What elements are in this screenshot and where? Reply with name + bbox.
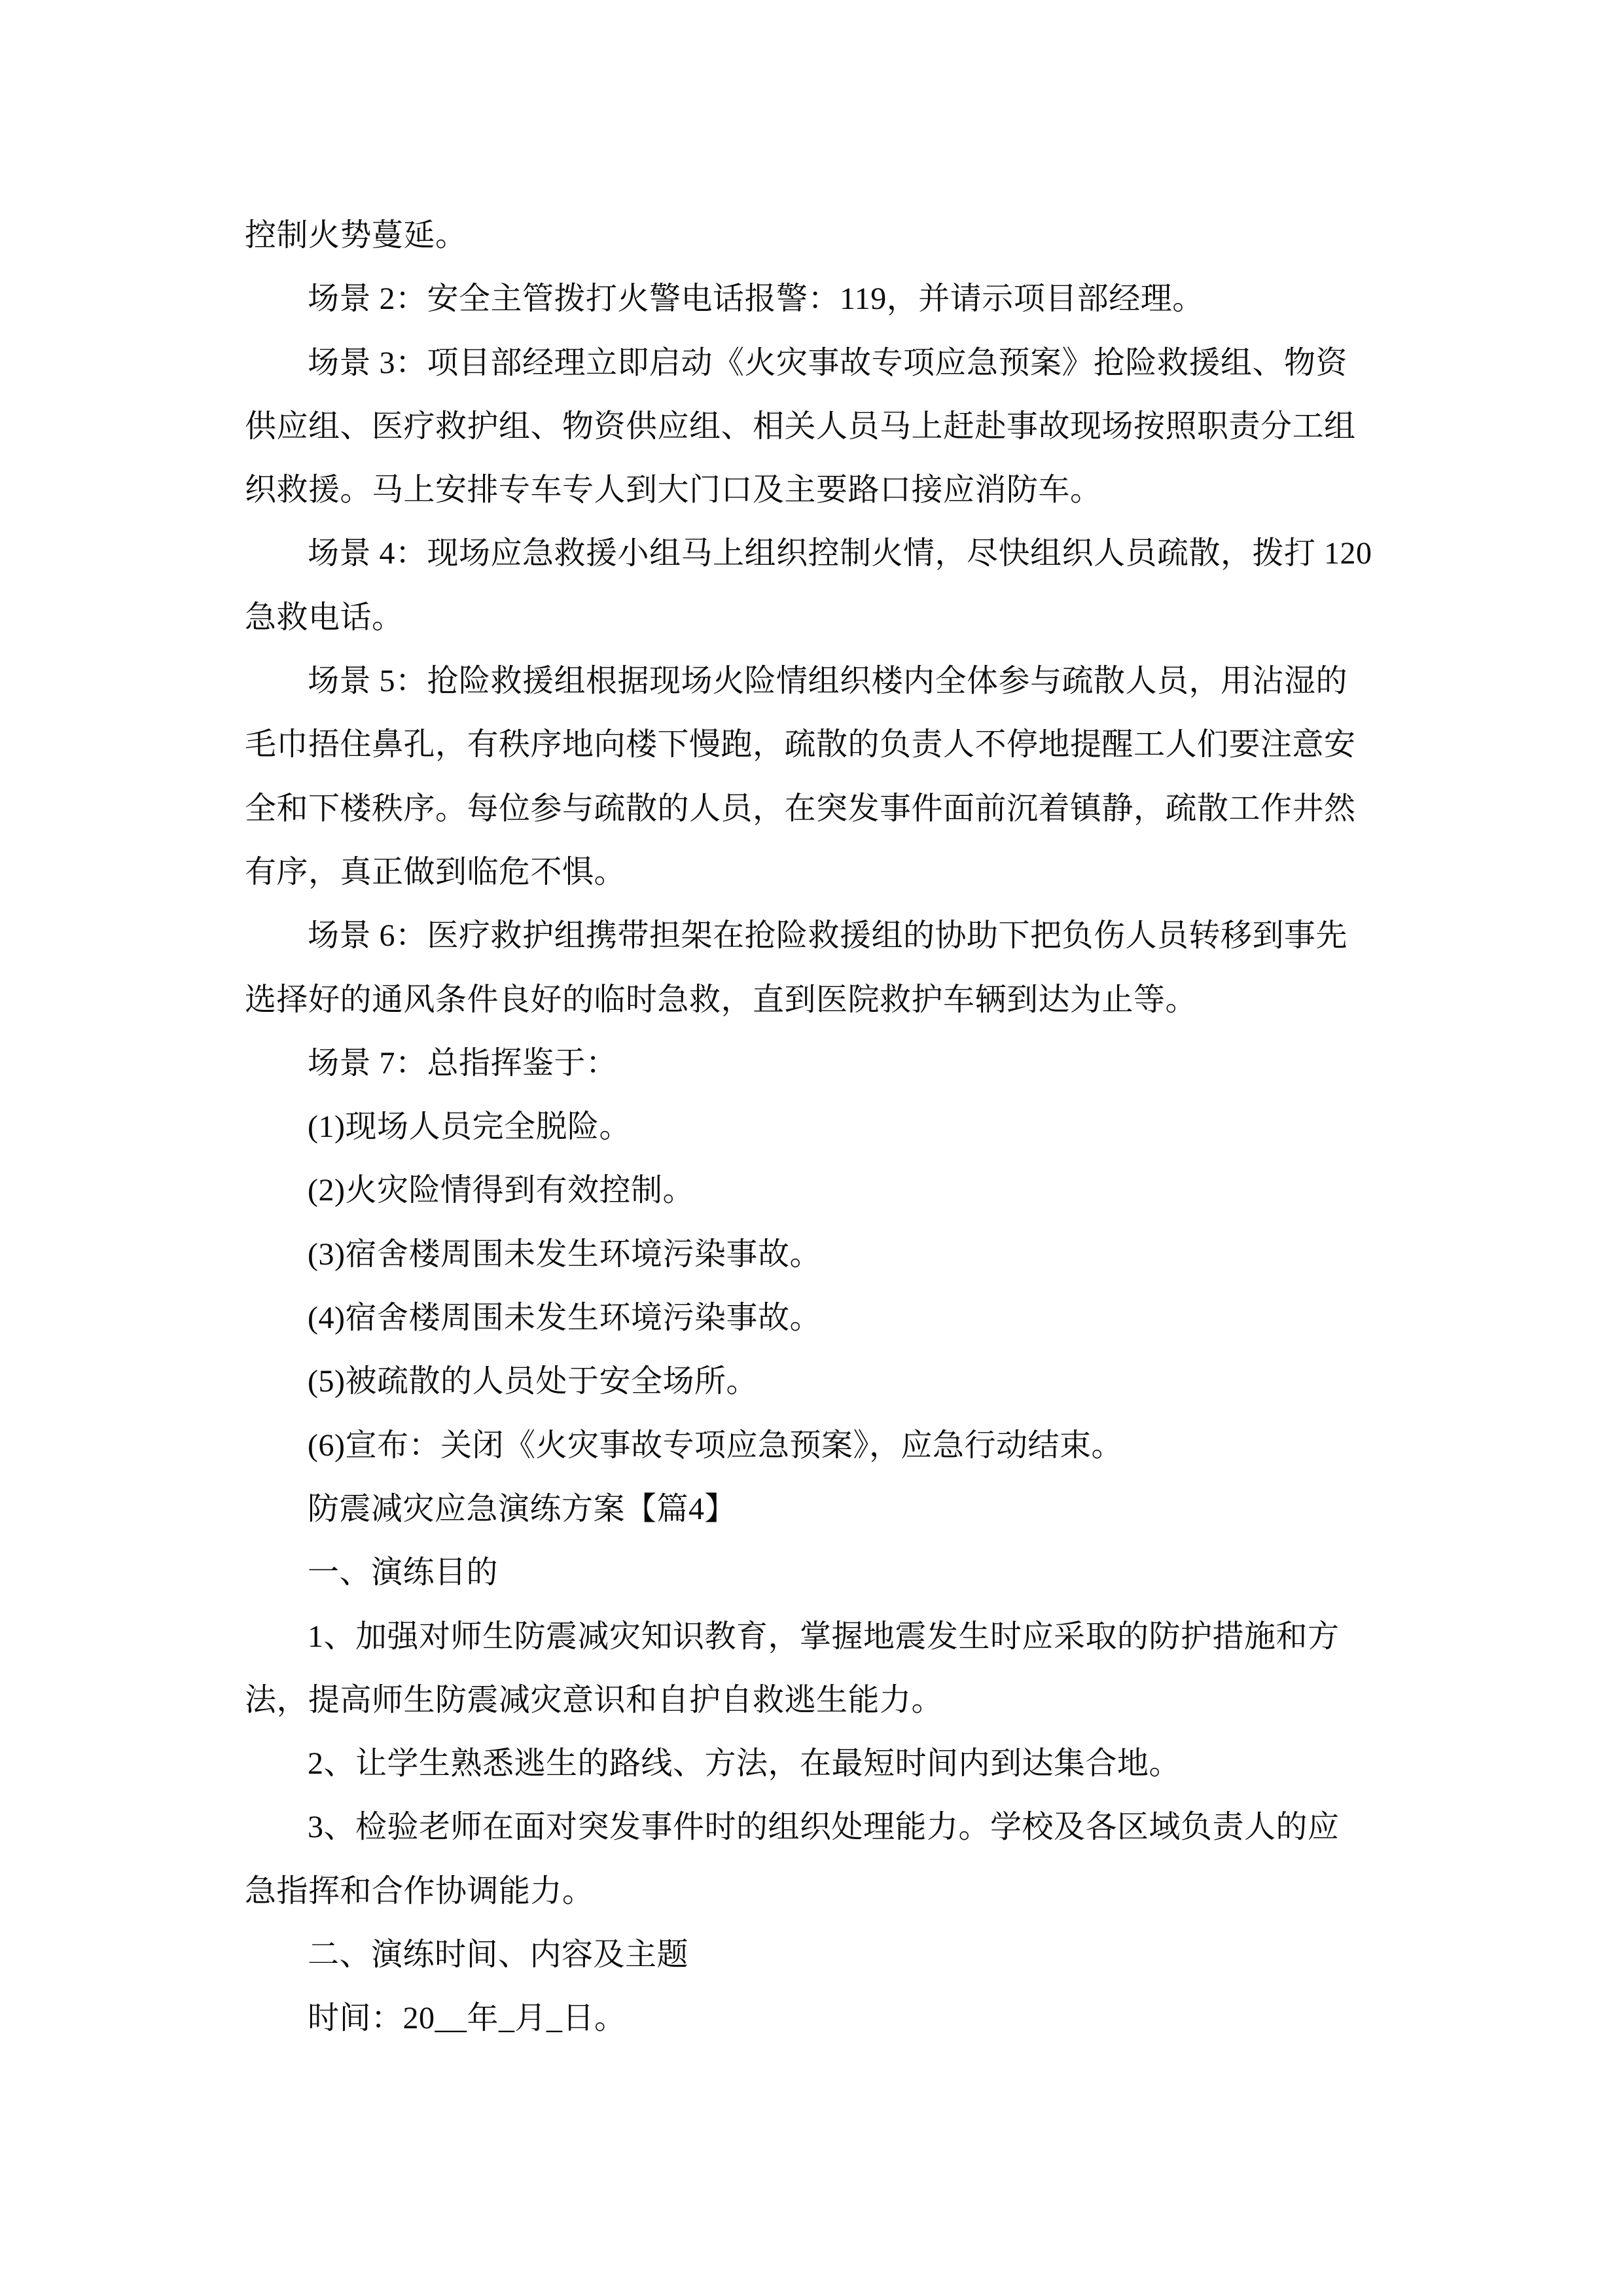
text-line: 1、加强对师生防震减灾知识教育，掌握地震发生时应采取的防护措施和方 bbox=[308, 1619, 1340, 1654]
text-line: 场景 5：抢险救援组根据现场火险情组织楼内全体参与疏散人员，用沾湿的 bbox=[308, 664, 1348, 699]
document-lines bbox=[245, 204, 1387, 2051]
text-line: (3)宿舍楼周围未发生环境污染事故。 bbox=[308, 1236, 821, 1272]
text-line: 二、演练时间、内容及主题 bbox=[308, 1937, 689, 1973]
text-line: 毛巾捂住鼻孔，有秩序地向楼下慢跑，疏散的负责人不停地提醒工人们要注意安 bbox=[245, 727, 1356, 762]
text-line: (1)现场人员完全脱险。 bbox=[308, 1109, 631, 1145]
text-line: 场景 7：总指挥鉴于： bbox=[308, 1045, 618, 1081]
text-line: 场景 2：安全主管拨打火警电话报警：119，并请示项目部经理。 bbox=[308, 281, 1204, 317]
text-line: (4)宿舍楼周围未发生环境污染事故。 bbox=[308, 1300, 821, 1336]
text-line: 防震减灾应急演练方案【篇4】 bbox=[308, 1491, 737, 1526]
text-line: 场景 4：现场应急救援小组马上组织控制火情，尽快组织人员疏散，拨打 120 bbox=[308, 536, 1372, 571]
text-line: 2、让学生熟悉逃生的路线、方法，在最短时间内到达集合地。 bbox=[308, 1746, 1181, 1782]
text-line: (2)火灾险情得到有效控制。 bbox=[308, 1173, 694, 1208]
text-line: (6)宣布：关闭《火灾事故专项应急预案》，应急行动结束。 bbox=[308, 1427, 1123, 1463]
text-line: 急救电话。 bbox=[245, 600, 404, 635]
text-line: 法，提高师生防震减灾意识和自护自救逃生能力。 bbox=[245, 1682, 944, 1717]
text-line: (5)被疏散的人员处于安全场所。 bbox=[308, 1364, 758, 1399]
text-line: 控制火势蔓延。 bbox=[245, 218, 467, 253]
text-line: 全和下楼秩序。每位参与疏散的人员，在突发事件面前沉着镇静，疏散工作井然 bbox=[245, 791, 1356, 826]
text-line: 场景 3：项目部经理立即启动《火灾事故专项应急预案》抢险救援组、物资 bbox=[308, 345, 1348, 380]
text-line: 时间：20__年_月_日。 bbox=[308, 2001, 626, 2036]
text-line: 场景 6：医疗救护组携带担架在抢险救援组的协助下把负伤人员转移到事先 bbox=[308, 918, 1348, 954]
text-line: 织救援。马上安排专车专人到大门口及主要路口接应消防车。 bbox=[245, 473, 1102, 508]
text-line: 供应组、医疗救护组、物资供应组、相关人员马上赶赴事故现场按照职责分工组 bbox=[245, 408, 1356, 444]
text-line: 有序，真正做到临危不惧。 bbox=[245, 854, 626, 889]
text-line: 一、演练目的 bbox=[308, 1555, 499, 1590]
text-line: 选择好的通风条件良好的临时急救，直到医院救护车辆到达为止等。 bbox=[245, 982, 1198, 1017]
text-line: 3、检验老师在面对突发事件时的组织处理能力。学校及各区域负责人的应 bbox=[308, 1810, 1340, 1845]
text-line: 急指挥和合作协调能力。 bbox=[245, 1873, 594, 1909]
